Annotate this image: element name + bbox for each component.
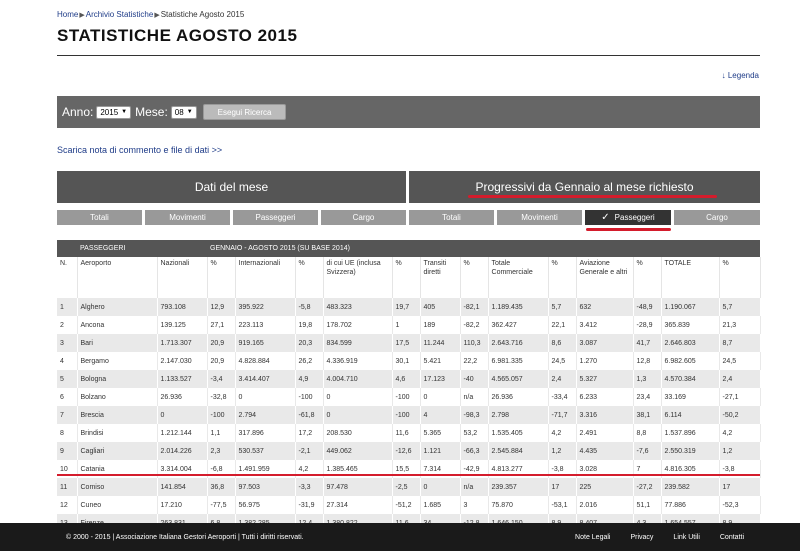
- table-cell: -2,5: [392, 478, 420, 496]
- table-cell: 8,8: [633, 424, 661, 442]
- table-cell: 834.599: [323, 334, 392, 352]
- table-cell: 53,2: [460, 424, 488, 442]
- table-cell: 20,9: [207, 334, 235, 352]
- table-cell: 21,3: [719, 316, 760, 334]
- table-cell: 4.828.884: [235, 352, 295, 370]
- table-cell: 12,9: [207, 298, 235, 316]
- table-cell: -100: [295, 388, 323, 406]
- column-header: %: [548, 257, 576, 298]
- table-cell: 11: [57, 478, 77, 496]
- table-cell: 4.435: [576, 442, 633, 460]
- column-header: %: [207, 257, 235, 298]
- table-cell: 632: [576, 298, 633, 316]
- table-cell: -27,1: [719, 388, 760, 406]
- table-cell: 1.189.435: [488, 298, 548, 316]
- subtab-label: Passeggeri: [255, 213, 296, 222]
- table-cell: -48,9: [633, 298, 661, 316]
- column-header: Transiti diretti: [420, 257, 460, 298]
- month-select[interactable]: [171, 106, 197, 119]
- footer-links: [575, 534, 744, 541]
- month-select-value: 08: [174, 107, 184, 117]
- table-cell: 26,2: [295, 352, 323, 370]
- table-cell: -3,3: [295, 478, 323, 496]
- table-cell: 1,2: [719, 442, 760, 460]
- table-cell: 17,2: [295, 424, 323, 442]
- table-cell: 2.646.803: [661, 334, 719, 352]
- table-cell: -33,4: [548, 388, 576, 406]
- table-cell: 9: [57, 442, 77, 460]
- table-group-spacer: [57, 240, 77, 257]
- table-cell: 362.427: [488, 316, 548, 334]
- subtab-passeggeri[interactable]: [233, 210, 318, 225]
- table-cell: -40: [460, 370, 488, 388]
- passengers-table: [57, 240, 761, 532]
- table-cell: 0: [235, 388, 295, 406]
- legend-link[interactable]: ↓ Legenda: [721, 71, 759, 80]
- tab-monthly-data[interactable]: Dati del mese: [57, 171, 406, 203]
- year-label: Anno:: [62, 105, 94, 119]
- table-cell: 17,5: [392, 334, 420, 352]
- subtab-movimenti[interactable]: [145, 210, 230, 225]
- table-cell: 1.713.307: [157, 334, 207, 352]
- table-cell: -27,2: [633, 478, 661, 496]
- table-cell: 3.028: [576, 460, 633, 478]
- breadcrumb-current: Statistiche Agosto 2015: [160, 10, 245, 19]
- table-cell: Bari: [77, 334, 157, 352]
- table-row: [57, 388, 760, 406]
- table-cell: 365.839: [661, 316, 719, 334]
- table-cell: 30,1: [392, 352, 420, 370]
- search-button[interactable]: Esegui Ricerca: [203, 104, 287, 120]
- footer-link[interactable]: Privacy: [630, 533, 654, 541]
- table-cell: 3: [460, 496, 488, 514]
- table-cell: -51,2: [392, 496, 420, 514]
- table-cell: -61,8: [295, 406, 323, 424]
- table-cell: -28,9: [633, 316, 661, 334]
- table-cell: 26.936: [157, 388, 207, 406]
- table-cell: 19,8: [295, 316, 323, 334]
- table-cell: 5.421: [420, 352, 460, 370]
- breadcrumb: [57, 10, 244, 19]
- table-cell: 0: [157, 406, 207, 424]
- table-cell: 2.491: [576, 424, 633, 442]
- table-cell: -6,8: [207, 460, 235, 478]
- table-cell: 6.114: [661, 406, 719, 424]
- table-cell: 2,4: [548, 370, 576, 388]
- table-cell: 110,3: [460, 334, 488, 352]
- table-cell: 0: [420, 478, 460, 496]
- footer-link[interactable]: Note Legali: [575, 533, 611, 541]
- table-cell: -42,9: [460, 460, 488, 478]
- table-cell: 11,6: [392, 424, 420, 442]
- table-cell: 56.975: [235, 496, 295, 514]
- table-cell: 11.244: [420, 334, 460, 352]
- table-cell: 178.702: [323, 316, 392, 334]
- breadcrumb-separator-icon: ▶: [154, 12, 160, 19]
- table-cell: -5,8: [295, 298, 323, 316]
- table-cell: 3.412: [576, 316, 633, 334]
- table-cell: 41,7: [633, 334, 661, 352]
- table-cell: 317.896: [235, 424, 295, 442]
- table-cell: 6.981.335: [488, 352, 548, 370]
- table-row: [57, 406, 760, 424]
- table-cell: 36,8: [207, 478, 235, 496]
- table-cell: 1.535.405: [488, 424, 548, 442]
- table-cell: 1.190.067: [661, 298, 719, 316]
- year-select[interactable]: [96, 106, 131, 119]
- subtab-cargo[interactable]: [321, 210, 406, 225]
- table-row: [57, 298, 760, 316]
- table-cell: 22,2: [460, 352, 488, 370]
- footer: [0, 523, 800, 551]
- table-cell: 4.570.384: [661, 370, 719, 388]
- table-cell: 2.798: [488, 406, 548, 424]
- table-cell: 26.936: [488, 388, 548, 406]
- footer-copyright: © 2000 - 2015 | Associazione Italiana Gestori Aeroporti | Tutti i diritti riservati.: [66, 533, 304, 541]
- table-cell: 1.385.465: [323, 460, 392, 478]
- table-cell: 239.582: [661, 478, 719, 496]
- subtab-totali[interactable]: [409, 210, 494, 225]
- table-cell: 1.212.144: [157, 424, 207, 442]
- table-cell: 4: [420, 406, 460, 424]
- table-cell: -31,9: [295, 496, 323, 514]
- table-cell: 2.643.716: [488, 334, 548, 352]
- table-cell: 5.327: [576, 370, 633, 388]
- subtab-label: Totali: [442, 213, 461, 222]
- table-cell: 141.854: [157, 478, 207, 496]
- table-cell: 2: [57, 316, 77, 334]
- table-cell: 22,1: [548, 316, 576, 334]
- table-cell: Bolzano: [77, 388, 157, 406]
- table-cell: 5,7: [719, 298, 760, 316]
- table-cell: 8: [57, 424, 77, 442]
- column-header: Aviazione Generale e altri: [576, 257, 633, 298]
- highlight-underline: [586, 228, 671, 231]
- table-cell: 1.133.527: [157, 370, 207, 388]
- table-cell: Cuneo: [77, 496, 157, 514]
- table-cell: 4.816.305: [661, 460, 719, 478]
- table-cell: 1.685: [420, 496, 460, 514]
- table-group-passengers: PASSEGGERI: [77, 240, 207, 257]
- table-cell: 24,5: [719, 352, 760, 370]
- table-cell: Bergamo: [77, 352, 157, 370]
- table-cell: 223.113: [235, 316, 295, 334]
- table-row: [57, 352, 760, 370]
- table-cell: -77,5: [207, 496, 235, 514]
- table-cell: 97.478: [323, 478, 392, 496]
- table-cell: 27,1: [207, 316, 235, 334]
- table-cell: 0: [323, 388, 392, 406]
- table-cell: 0: [323, 406, 392, 424]
- table-cell: -52,3: [719, 496, 760, 514]
- table-cell: Cagliari: [77, 442, 157, 460]
- footer-link[interactable]: Contatti: [719, 533, 744, 541]
- table-row: [57, 478, 760, 496]
- table-cell: -12,6: [392, 442, 420, 460]
- table-column-headers: [57, 257, 760, 298]
- table-cell: 2.545.884: [488, 442, 548, 460]
- table-cell: Brescia: [77, 406, 157, 424]
- month-label: Mese:: [135, 105, 168, 119]
- table-cell: 38,1: [633, 406, 661, 424]
- table-cell: 7: [57, 406, 77, 424]
- page-title: STATISTICHE AGOSTO 2015: [57, 26, 298, 45]
- table-cell: 2,3: [207, 442, 235, 460]
- table-cell: -82,2: [460, 316, 488, 334]
- table-cell: 20,3: [295, 334, 323, 352]
- subtab-label: Cargo: [352, 213, 375, 222]
- table-cell: 3.316: [576, 406, 633, 424]
- table-cell: 97.503: [235, 478, 295, 496]
- table-cell: 20,9: [207, 352, 235, 370]
- table-cell: -71,7: [548, 406, 576, 424]
- table-cell: 3: [57, 334, 77, 352]
- table-cell: Ancona: [77, 316, 157, 334]
- table-row: [57, 424, 760, 442]
- column-header: Nazionali: [157, 257, 207, 298]
- chevron-down-icon: ▼: [121, 109, 128, 115]
- table-cell: 12: [57, 496, 77, 514]
- breadcrumb-separator-icon: ▶: [79, 12, 85, 19]
- table-cell: 12,8: [633, 352, 661, 370]
- table-cell: -3,8: [548, 460, 576, 478]
- table-cell: 4,9: [295, 370, 323, 388]
- table-row: [57, 316, 760, 334]
- table-cell: 793.108: [157, 298, 207, 316]
- breadcrumb-home[interactable]: Home: [57, 10, 79, 19]
- subtab-label: Cargo: [706, 213, 728, 222]
- table-cell: 4.565.057: [488, 370, 548, 388]
- column-header: TOTALE: [661, 257, 719, 298]
- table-cell: 4,2: [719, 424, 760, 442]
- table-cell: -66,3: [460, 442, 488, 460]
- table-cell: 8,7: [719, 334, 760, 352]
- table-cell: -3,4: [207, 370, 235, 388]
- table-cell: 3.414.407: [235, 370, 295, 388]
- subtab-cargo[interactable]: [674, 210, 760, 225]
- table-cell: 2.016: [576, 496, 633, 514]
- table-cell: -100: [392, 388, 420, 406]
- highlight-underline: [57, 474, 760, 476]
- table-cell: 77.886: [661, 496, 719, 514]
- table-cell: 3.087: [576, 334, 633, 352]
- table-cell: -32,8: [207, 388, 235, 406]
- table-cell: 6: [57, 388, 77, 406]
- passengers-table-container: [57, 240, 760, 532]
- column-header: %: [392, 257, 420, 298]
- table-cell: 7: [633, 460, 661, 478]
- table-cell: 1: [57, 298, 77, 316]
- subtab-passeggeri[interactable]: [585, 210, 671, 225]
- table-cell: 17: [548, 478, 576, 496]
- table-cell: 4,2: [548, 424, 576, 442]
- table-cell: -3,8: [719, 460, 760, 478]
- year-select-value: 2015: [100, 107, 119, 117]
- table-cell: 4.336.919: [323, 352, 392, 370]
- checkmark-icon: ✓: [601, 212, 610, 223]
- subtab-movimenti[interactable]: [497, 210, 582, 225]
- search-bar: [57, 96, 760, 128]
- table-cell: Comiso: [77, 478, 157, 496]
- table-cell: 4.813.277: [488, 460, 548, 478]
- table-cell: 189: [420, 316, 460, 334]
- table-cell: 6.233: [576, 388, 633, 406]
- table-cell: 4: [57, 352, 77, 370]
- table-cell: Brindisi: [77, 424, 157, 442]
- table-cell: 208.530: [323, 424, 392, 442]
- table-cell: 5.365: [420, 424, 460, 442]
- chevron-down-icon: ▼: [186, 109, 193, 115]
- breadcrumb-archive[interactable]: Archivio Statistiche: [85, 10, 154, 19]
- table-cell: 2.550.319: [661, 442, 719, 460]
- column-header: di cui UE (inclusa Svizzera): [323, 257, 392, 298]
- table-cell: 8,6: [548, 334, 576, 352]
- table-cell: 1: [392, 316, 420, 334]
- column-header: Totale Commerciale: [488, 257, 548, 298]
- table-cell: 6.982.605: [661, 352, 719, 370]
- table-cell: -100: [392, 406, 420, 424]
- table-cell: 4.004.710: [323, 370, 392, 388]
- table-row: [57, 496, 760, 514]
- table-cell: 3.314.004: [157, 460, 207, 478]
- table-cell: -2,1: [295, 442, 323, 460]
- column-header: Internazionali: [235, 257, 295, 298]
- table-cell: -7,6: [633, 442, 661, 460]
- table-cell: 449.062: [323, 442, 392, 460]
- subtab-label: Totali: [90, 213, 109, 222]
- table-cell: 405: [420, 298, 460, 316]
- table-group-period: GENNAIO - AGOSTO 2015 (SU BASE 2014): [207, 240, 760, 257]
- table-cell: 1,1: [207, 424, 235, 442]
- column-header: %: [633, 257, 661, 298]
- column-header: Aeroporto: [77, 257, 157, 298]
- column-header: N.: [57, 257, 77, 298]
- table-cell: 75.870: [488, 496, 548, 514]
- table-cell: Alghero: [77, 298, 157, 316]
- table-cell: 17.123: [420, 370, 460, 388]
- table-cell: -50,2: [719, 406, 760, 424]
- table-cell: 51,1: [633, 496, 661, 514]
- table-cell: 7.314: [420, 460, 460, 478]
- title-divider: [57, 55, 760, 56]
- table-cell: 23,4: [633, 388, 661, 406]
- table-body: [57, 298, 760, 532]
- table-cell: 5,7: [548, 298, 576, 316]
- table-cell: 483.323: [323, 298, 392, 316]
- subtab-label: Movimenti: [169, 213, 206, 222]
- table-cell: Bologna: [77, 370, 157, 388]
- table-cell: 919.165: [235, 334, 295, 352]
- table-cell: 1,2: [548, 442, 576, 460]
- table-cell: 2.794: [235, 406, 295, 424]
- table-cell: 2.014.226: [157, 442, 207, 460]
- table-cell: n/a: [460, 388, 488, 406]
- table-cell: 19,7: [392, 298, 420, 316]
- column-header: %: [719, 257, 760, 298]
- table-cell: 10: [57, 460, 77, 478]
- table-cell: 17: [719, 478, 760, 496]
- table-cell: 0: [420, 388, 460, 406]
- subtab-label: Passeggeri: [614, 213, 655, 222]
- table-row: [57, 442, 760, 460]
- table-cell: 239.357: [488, 478, 548, 496]
- table-cell: -53,1: [548, 496, 576, 514]
- table-cell: 15,5: [392, 460, 420, 478]
- table-row: [57, 334, 760, 352]
- table-cell: 4,6: [392, 370, 420, 388]
- table-cell: -100: [207, 406, 235, 424]
- table-cell: 33.169: [661, 388, 719, 406]
- subtab-label: Movimenti: [521, 213, 558, 222]
- footer-link[interactable]: Link Utili: [673, 533, 700, 541]
- subtab-totali[interactable]: [57, 210, 142, 225]
- table-cell: -98,3: [460, 406, 488, 424]
- table-cell: 4,2: [295, 460, 323, 478]
- table-cell: 1.270: [576, 352, 633, 370]
- table-cell: -82,1: [460, 298, 488, 316]
- table-cell: n/a: [460, 478, 488, 496]
- table-cell: 24,5: [548, 352, 576, 370]
- table-cell: 1,3: [633, 370, 661, 388]
- column-header: %: [295, 257, 323, 298]
- table-cell: 139.125: [157, 316, 207, 334]
- column-header: %: [460, 257, 488, 298]
- table-cell: 17.210: [157, 496, 207, 514]
- table-cell: 5: [57, 370, 77, 388]
- table-cell: 1.121: [420, 442, 460, 460]
- table-cell: 530.537: [235, 442, 295, 460]
- table-row: [57, 370, 760, 388]
- table-cell: 27.314: [323, 496, 392, 514]
- download-notes-link[interactable]: Scarica nota di commento e file di dati >>: [57, 145, 223, 155]
- table-cell: 2,4: [719, 370, 760, 388]
- table-cell: 225: [576, 478, 633, 496]
- table-cell: 1.537.896: [661, 424, 719, 442]
- table-cell: 1.491.959: [235, 460, 295, 478]
- tab-progressive-data[interactable]: Progressivi da Gennaio al mese richiesto: [409, 171, 760, 203]
- table-cell: 395.922: [235, 298, 295, 316]
- highlight-underline: [468, 195, 717, 198]
- table-cell: 2.147.030: [157, 352, 207, 370]
- table-cell: Catania: [77, 460, 157, 478]
